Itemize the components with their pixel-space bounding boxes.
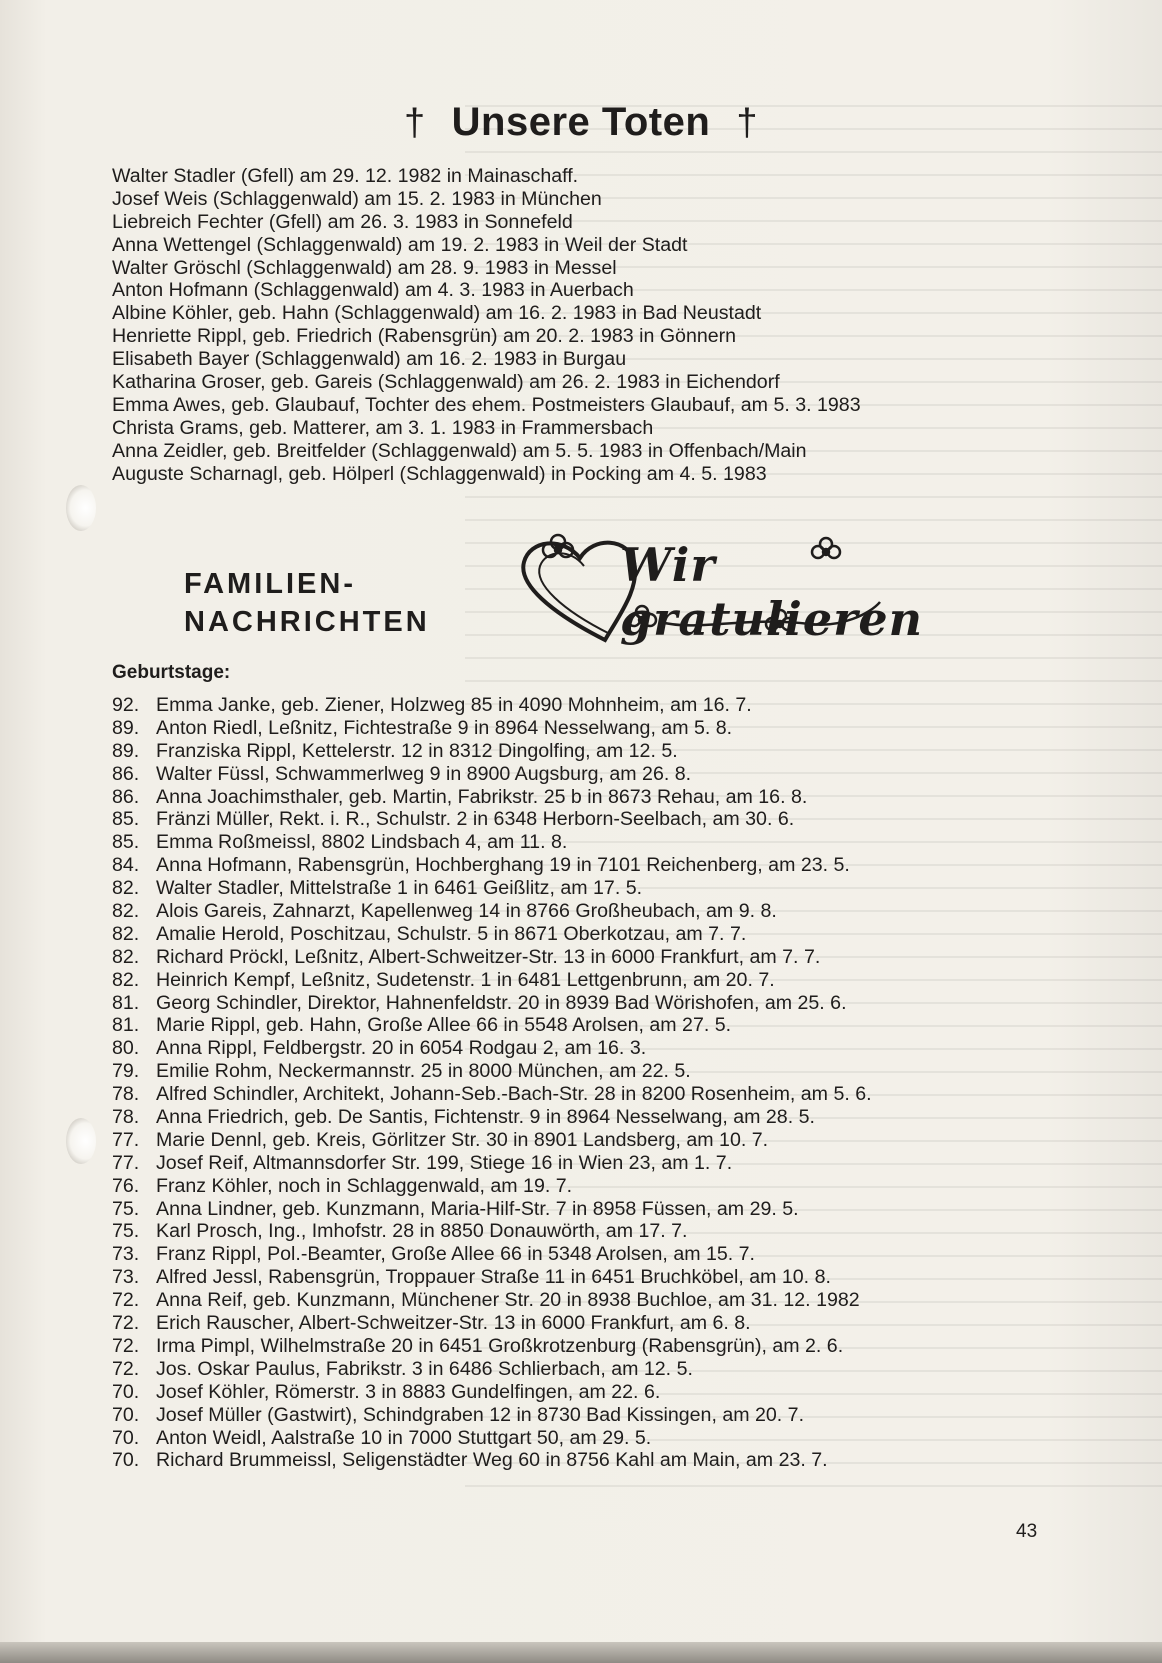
birthday-age: 72. <box>112 1312 140 1335</box>
birthday-age: 72. <box>112 1289 140 1312</box>
birthday-text: Alfred Jessl, Rabensgrün, Troppauer Straße 11 in 6451 Bruchköbel, am 10. 8. <box>156 1266 831 1289</box>
obituary-entry: Anna Wettengel (Schlaggenwald) am 19. 2. 1983 in Weil der Stadt <box>112 233 688 256</box>
birthday-text: Georg Schindler, Direktor, Hahnenfeldstr. 20 in 8939 Bad Wörishofen, am 25. 6. <box>156 991 847 1014</box>
birthday-text: Anna Friedrich, geb. De Santis, Fichtenstr. 9 in 8964 Nesselwang, am 28. 5. <box>156 1106 815 1129</box>
birthday-age: 72. <box>112 1334 140 1357</box>
birthday-text: Anna Lindner, geb. Kunzmann, Maria-Hilf-Str. 7 in 8958 Füssen, am 29. 5. <box>156 1197 799 1220</box>
birthday-entry <box>112 900 872 923</box>
birthday-age: 76. <box>112 1174 140 1197</box>
birthday-age: 82. <box>112 900 140 923</box>
birthday-text: Josef Reif, Altmannsdorfer Str. 199, Stiege 16 in Wien 23, am 1. 7. <box>156 1151 733 1174</box>
birthday-text: Anna Hofmann, Rabensgrün, Hochberghang 19 in 7101 Reichenberg, am 23. 5. <box>156 854 850 877</box>
birthday-age: 82. <box>112 968 140 991</box>
page-title-text: Unsere Toten <box>451 100 711 144</box>
birthday-age: 85. <box>112 808 140 831</box>
birthday-entry <box>112 1175 872 1198</box>
scan-bottom-edge <box>0 1642 1162 1663</box>
birthday-text: Richard Brummeissl, Seligenstädter Weg 60 in 8756 Kahl am Main, am 23. 7. <box>156 1449 828 1472</box>
obituary-list <box>112 165 861 485</box>
birthday-entry <box>112 763 872 786</box>
cross-right-icon: † <box>736 102 758 144</box>
birthday-age: 84. <box>112 854 140 877</box>
birthday-age: 70. <box>112 1426 140 1449</box>
birthday-age: 79. <box>112 1060 140 1083</box>
congratulations-text: Wir gratulieren <box>620 538 924 646</box>
birthday-age: 81. <box>112 991 140 1014</box>
obituary-entry: Henriette Rippl, geb. Friedrich (Rabensgrün) am 20. 2. 1983 in Gönnern <box>112 325 737 348</box>
birthday-text: Erich Rauscher, Albert-Schweitzer-Str. 13 in 6000 Frankfurt, am 6. 8. <box>156 1312 751 1335</box>
birthday-text: Franz Köhler, noch in Schlaggenwald, am 19. 7. <box>156 1174 573 1197</box>
birthday-entry <box>112 1312 872 1335</box>
page-number: 43 <box>1016 1521 1038 1542</box>
birthday-age: 75. <box>112 1220 140 1243</box>
birthday-entry <box>112 946 872 969</box>
birthday-text: Walter Füssl, Schwammerlweg 9 in 8900 Augsburg, am 26. 8. <box>156 762 692 785</box>
birthday-text: Irma Pimpl, Wilhelmstraße 20 in 6451 Großkrotzenburg (Rabensgrün), am 2. 6. <box>156 1334 844 1357</box>
birthday-age: 75. <box>112 1197 140 1220</box>
birthday-text: Jos. Oskar Paulus, Fabrikstr. 3 in 6486 Schlierbach, am 12. 5. <box>156 1357 693 1380</box>
birthdays-label: Geburtstage: <box>112 662 231 683</box>
birthday-entry <box>112 1243 872 1266</box>
birthday-entry <box>112 877 872 900</box>
birthday-text: Anna Rippl, Feldbergstr. 20 in 6054 Rodgau 2, am 16. 3. <box>156 1037 647 1060</box>
birthday-list <box>112 694 872 1472</box>
obituary-entry: Anton Hofmann (Schlaggenwald) am 4. 3. 1983 in Auerbach <box>112 279 634 302</box>
birthday-entry <box>112 717 872 740</box>
birthday-entry <box>112 1266 872 1289</box>
birthday-entry <box>112 992 872 1015</box>
birthday-text: Emma Janke, geb. Ziener, Holzweg 85 in 4090 Mohnheim, am 16. 7. <box>156 694 752 716</box>
birthday-entry <box>112 1404 872 1427</box>
page-title <box>0 100 1162 145</box>
birthday-text: Anna Joachimsthaler, geb. Martin, Fabrikstr. 25 b in 8673 Rehau, am 16. 8. <box>156 785 808 808</box>
family-news-heading-line2: NACHRICHTEN <box>184 606 430 638</box>
birthday-entry <box>112 1037 872 1060</box>
punch-hole-top <box>66 485 96 531</box>
birthday-age: 82. <box>112 922 140 945</box>
obituary-entry: Emma Awes, geb. Glaubauf, Tochter des ehem. Postmeisters Glaubauf, am 5. 3. 1983 <box>112 393 861 416</box>
birthday-entry <box>112 1198 872 1221</box>
birthday-age: 73. <box>112 1243 140 1266</box>
birthday-age: 80. <box>112 1037 140 1060</box>
obituary-entry: Josef Weis (Schlaggenwald) am 15. 2. 1983 in München <box>112 187 602 210</box>
birthday-text: Richard Pröckl, Leßnitz, Albert-Schweitzer-Str. 13 in 6000 Frankfurt, am 7. 7. <box>156 945 821 968</box>
birthday-text: Karl Prosch, Ing., Imhofstr. 28 in 8850 Donauwörth, am 17. 7. <box>156 1220 688 1243</box>
birthday-age: 70. <box>112 1380 140 1403</box>
birthday-text: Marie Rippl, geb. Hahn, Große Allee 66 in 5548 Arolsen, am 27. 5. <box>156 1014 732 1037</box>
birthday-age: 89. <box>112 716 140 739</box>
birthday-entry <box>112 1358 872 1381</box>
birthday-age: 73. <box>112 1266 140 1289</box>
birthday-text: Fränzi Müller, Rekt. i. R., Schulstr. 2 in 6348 Herborn-Seelbach, am 30. 6. <box>156 808 795 831</box>
cross-left-icon: † <box>404 102 426 144</box>
birthday-entry <box>112 923 872 946</box>
birthday-age: 78. <box>112 1106 140 1129</box>
birthday-entry <box>112 1381 872 1404</box>
birthday-entry <box>112 854 872 877</box>
birthday-text: Amalie Herold, Poschitzau, Schulstr. 5 in 8671 Oberkotzau, am 7. 7. <box>156 922 747 945</box>
birthday-entry <box>112 1060 872 1083</box>
birthday-entry <box>112 740 872 763</box>
birthday-entry <box>112 1106 872 1129</box>
birthday-text: Heinrich Kempf, Leßnitz, Sudetenstr. 1 in 6481 Lettgenbrunn, am 20. 7. <box>156 968 775 991</box>
birthday-age: 78. <box>112 1083 140 1106</box>
birthday-text: Josef Köhler, Römerstr. 3 in 8883 Gundelfingen, am 22. 6. <box>156 1380 661 1403</box>
birthday-entry <box>112 1152 872 1175</box>
obituary-entry: Albine Köhler, geb. Hahn (Schlaggenwald) am 16. 2. 1983 in Bad Neustadt <box>112 302 762 325</box>
birthday-text: Walter Stadler, Mittelstraße 1 in 6461 Geißlitz, am 17. 5. <box>156 877 643 900</box>
birthday-entry <box>112 694 872 717</box>
birthday-entry <box>112 831 872 854</box>
family-news-heading <box>184 565 430 641</box>
obituary-entry: Katharina Groser, geb. Gareis (Schlaggenwald) am 26. 2. 1983 in Eichendorf <box>112 371 780 394</box>
birthday-age: 92. <box>112 694 140 716</box>
birthday-text: Josef Müller (Gastwirt), Schindgraben 12 in 8730 Bad Kissingen, am 20. 7. <box>156 1403 805 1426</box>
obituary-entry: Elisabeth Bayer (Schlaggenwald) am 16. 2. 1983 in Burgau <box>112 348 627 371</box>
obituary-entry: Walter Stadler (Gfell) am 29. 12. 1982 in Mainaschaff. <box>112 165 579 187</box>
birthday-text: Anton Weidl, Aalstraße 10 in 7000 Stuttgart 50, am 29. 5. <box>156 1426 652 1449</box>
birthday-entry <box>112 1289 872 1312</box>
birthday-age: 77. <box>112 1151 140 1174</box>
birthday-age: 82. <box>112 877 140 900</box>
birthday-age: 70. <box>112 1403 140 1426</box>
birthday-entry <box>112 1449 872 1472</box>
birthday-entry <box>112 1427 872 1450</box>
family-news-heading-line1: FAMILIEN- <box>184 568 356 600</box>
obituary-entry: Liebreich Fechter (Gfell) am 26. 3. 1983 in Sonnefeld <box>112 210 573 233</box>
birthday-text: Franz Rippl, Pol.-Beamter, Große Allee 66 in 5348 Arolsen, am 15. 7. <box>156 1243 756 1266</box>
birthday-age: 86. <box>112 785 140 808</box>
birthday-age: 77. <box>112 1128 140 1151</box>
birthday-entry <box>112 808 872 831</box>
birthday-age: 72. <box>112 1357 140 1380</box>
obituary-entry: Auguste Scharnagl, geb. Hölperl (Schlaggenwald) in Pocking am 4. 5. 1983 <box>112 462 767 485</box>
birthday-text: Anna Reif, geb. Kunzmann, Münchener Str. 20 in 8938 Buchloe, am 31. 12. 1982 <box>156 1289 860 1312</box>
birthday-text: Alfred Schindler, Architekt, Johann-Seb.-Bach-Str. 28 in 8200 Rosenheim, am 5. 6. <box>156 1083 872 1106</box>
birthday-entry <box>112 786 872 809</box>
birthday-entry <box>112 1220 872 1243</box>
birthday-age: 85. <box>112 831 140 854</box>
birthday-text: Anton Riedl, Leßnitz, Fichtestraße 9 in 8964 Nesselwang, am 5. 8. <box>156 716 733 739</box>
birthday-age: 81. <box>112 1014 140 1037</box>
birthday-age: 89. <box>112 739 140 762</box>
birthday-entry <box>112 1129 872 1152</box>
punch-hole-bottom <box>66 1118 96 1164</box>
obituary-entry: Walter Gröschl (Schlaggenwald) am 28. 9. 1983 in Messel <box>112 256 617 279</box>
birthday-age: 86. <box>112 762 140 785</box>
birthday-text: Franziska Rippl, Kettelerstr. 12 in 8312 Dingolfing, am 12. 5. <box>156 739 678 762</box>
birthday-text: Emma Roßmeissl, 8802 Lindsbach 4, am 11. 8. <box>156 831 568 854</box>
obituary-entry: Anna Zeidler, geb. Breitfelder (Schlaggenwald) am 5. 5. 1983 in Offenbach/Main <box>112 439 807 462</box>
birthday-text: Alois Gareis, Zahnarzt, Kapellenweg 14 in 8766 Großheubach, am 9. 8. <box>156 900 777 923</box>
birthday-age: 70. <box>112 1449 140 1472</box>
birthday-text: Emilie Rohm, Neckermannstr. 25 in 8000 München, am 22. 5. <box>156 1060 691 1083</box>
birthday-text: Marie Dennl, geb. Kreis, Görlitzer Str. 30 in 8901 Landsberg, am 10. 7. <box>156 1128 769 1151</box>
congratulations-emblem <box>510 532 940 652</box>
birthday-age: 82. <box>112 945 140 968</box>
birthday-entry <box>112 1335 872 1358</box>
birthday-entry <box>112 1014 872 1037</box>
obituary-entry: Christa Grams, geb. Matterer, am 3. 1. 1983 in Frammersbach <box>112 416 654 439</box>
birthday-entry <box>112 969 872 992</box>
birthday-entry <box>112 1083 872 1106</box>
